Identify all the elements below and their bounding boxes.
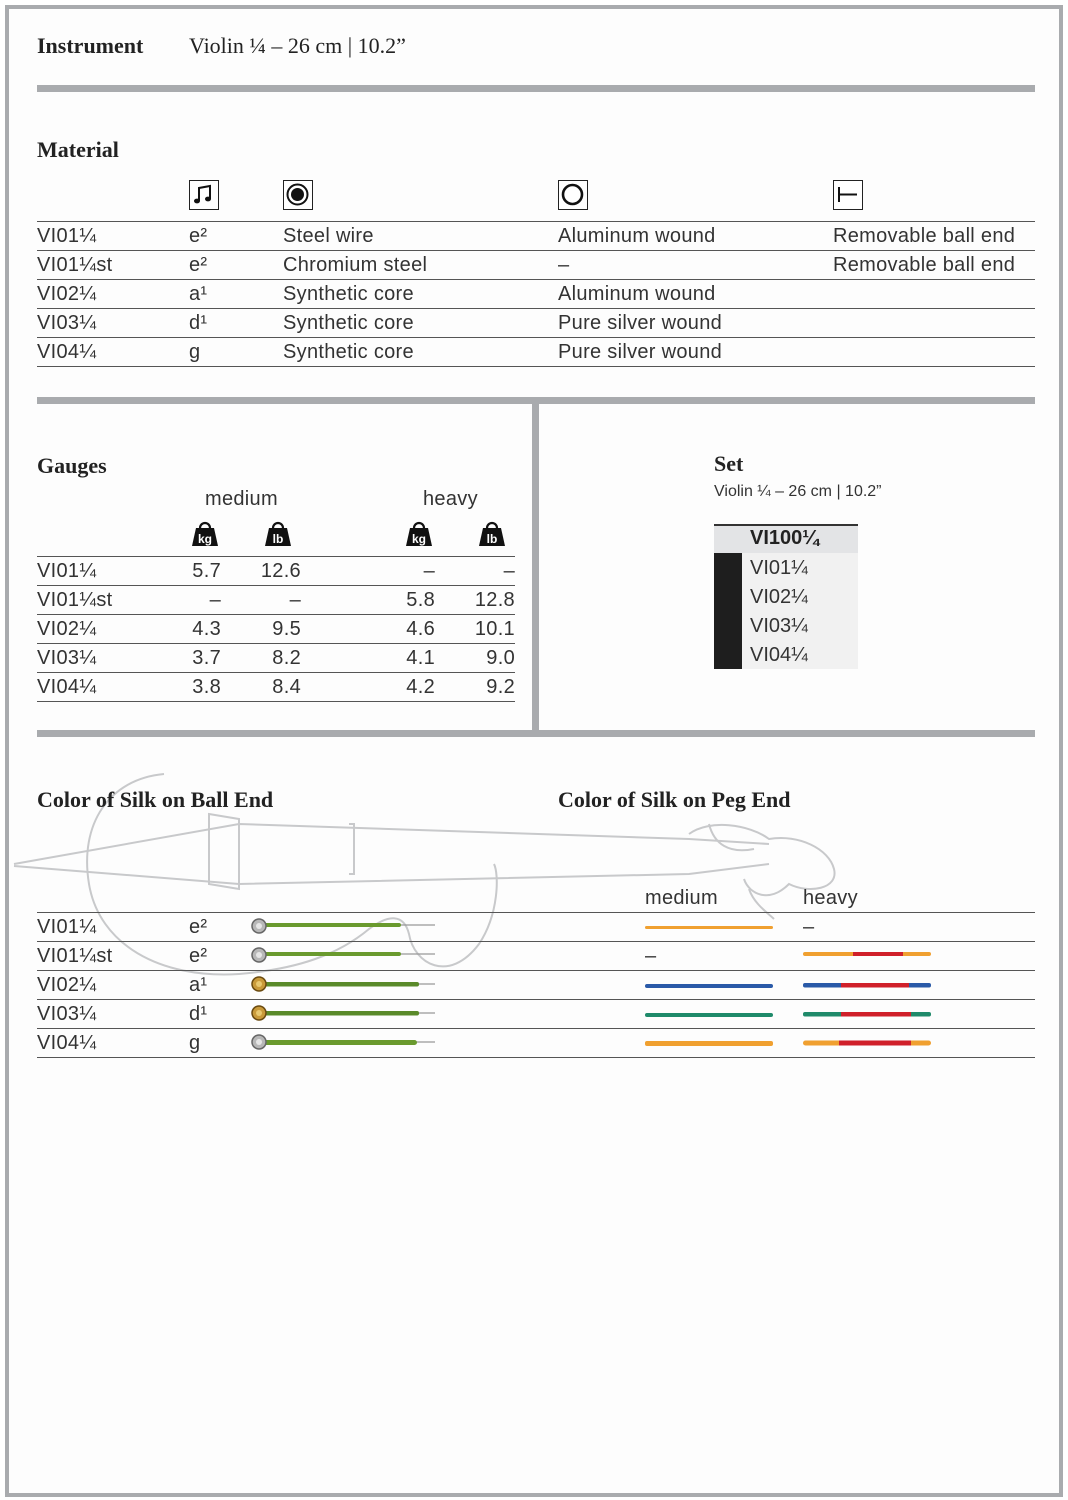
string-note: e² — [189, 945, 208, 967]
rule — [37, 366, 1035, 367]
string-note: g — [189, 1032, 201, 1054]
rule — [37, 970, 1035, 971]
core-material: Steel wire — [283, 225, 374, 247]
string-note: e² — [189, 225, 208, 247]
end-type: Removable ball end — [833, 254, 1016, 276]
ball-end-brass-silk-green — [249, 1004, 439, 1024]
lb-unit-label: lb — [272, 532, 284, 546]
peg-silk-heavy-none: – — [803, 916, 815, 938]
silk-ball-title: Color of Silk on Ball End — [37, 787, 274, 812]
string-note: a¹ — [189, 283, 208, 305]
winding-material: – — [558, 254, 570, 276]
gauge-group-medium: medium — [205, 488, 278, 510]
rule — [37, 1028, 1035, 1029]
string-code: VI01¼st — [37, 945, 113, 967]
peg-silk-medium-blue — [645, 984, 773, 988]
core-icon — [283, 180, 313, 210]
string-note: e² — [189, 254, 208, 276]
peg-silk-heavy-blue-red — [803, 982, 931, 988]
string-code: VI01¼st — [37, 254, 113, 276]
kg-unit-label: kg — [411, 532, 427, 546]
set-code: VI100¼ — [750, 527, 819, 549]
medium-lb: – — [289, 589, 301, 611]
kg-unit-label: kg — [197, 532, 213, 546]
material-title: Material — [37, 137, 119, 162]
set-item: VI04¼ — [750, 644, 808, 666]
rule — [37, 912, 1035, 913]
set-item: VI02¼ — [750, 586, 808, 608]
peg-silk-heavy-green-red — [803, 1011, 931, 1017]
peg-silk-heavy-orange-red — [803, 1040, 931, 1046]
peg-silk-medium-orange — [645, 1041, 773, 1046]
rule — [37, 614, 515, 615]
set-subtitle: Violin ¼ – 26 cm | 10.2” — [714, 483, 882, 500]
end-type: Removable ball end — [833, 225, 1016, 247]
heavy-kg: 5.8 — [406, 589, 435, 611]
lb-unit-label: lb — [486, 532, 498, 546]
ball-end-silver-silk-green — [249, 1033, 439, 1053]
rule — [37, 337, 1035, 338]
ball-end-silver-silk-green — [249, 917, 439, 937]
medium-lb: 9.5 — [272, 618, 301, 640]
medium-kg: 4.3 — [192, 618, 221, 640]
peg-silk-medium-orange — [645, 926, 773, 929]
peg-silk-heavy-orange-red — [803, 951, 931, 957]
winding-material: Aluminum wound — [558, 283, 716, 305]
string-code: VI02¼ — [37, 283, 97, 305]
rule — [37, 585, 515, 586]
string-code: VI01¼ — [37, 225, 97, 247]
medium-lb: 12.6 — [260, 560, 301, 582]
heavy-kg: 4.2 — [406, 676, 435, 698]
string-note: e² — [189, 916, 208, 938]
string-code: VI03¼ — [37, 312, 97, 334]
heavy-lb: – — [503, 560, 515, 582]
medium-lb: 8.2 — [272, 647, 301, 669]
rule — [37, 672, 515, 673]
string-note: d¹ — [189, 1003, 208, 1025]
rule — [37, 701, 515, 702]
set-black-strip — [714, 553, 742, 669]
core-material: Synthetic core — [283, 283, 414, 305]
ball-end-silver-silk-green — [249, 946, 439, 966]
medium-kg: – — [209, 589, 221, 611]
lb-weight-icon — [478, 521, 506, 547]
peg-silk-medium-none: – — [645, 945, 657, 967]
string-note: a¹ — [189, 974, 208, 996]
spec-sheet — [5, 5, 1063, 1497]
heavy-lb: 10.1 — [474, 618, 515, 640]
kg-weight-icon — [405, 521, 433, 547]
peg-silk-medium-green — [645, 1013, 773, 1017]
rule — [37, 643, 515, 644]
string-note: g — [189, 341, 201, 363]
string-code: VI01¼ — [37, 560, 97, 582]
rule — [37, 556, 515, 557]
string-code: VI03¼ — [37, 1003, 97, 1025]
gauge-group-heavy: heavy — [423, 488, 478, 510]
core-material: Chromium steel — [283, 254, 428, 276]
string-code: VI01¼ — [37, 916, 97, 938]
divider-bar — [37, 85, 1035, 92]
heavy-kg: 4.6 — [406, 618, 435, 640]
heavy-lb: 9.2 — [486, 676, 515, 698]
rule — [37, 221, 1035, 222]
heavy-lb: 12.8 — [474, 589, 515, 611]
rule — [37, 999, 1035, 1000]
set-item: VI01¼ — [750, 557, 808, 579]
heavy-lb: 9.0 — [486, 647, 515, 669]
string-code: VI04¼ — [37, 676, 97, 698]
string-code: VI03¼ — [37, 647, 97, 669]
string-code: VI01¼st — [37, 589, 113, 611]
silk-peg-title: Color of Silk on Peg End — [558, 787, 791, 812]
medium-kg: 3.8 — [192, 676, 221, 698]
winding-material: Aluminum wound — [558, 225, 716, 247]
medium-kg: 5.7 — [192, 560, 221, 582]
rule — [37, 1057, 1035, 1058]
core-material: Synthetic core — [283, 341, 414, 363]
note-icon — [189, 180, 219, 210]
string-code: VI04¼ — [37, 341, 97, 363]
ball-end-icon — [833, 180, 863, 210]
rule — [37, 279, 1035, 280]
heavy-kg: 4.1 — [406, 647, 435, 669]
set-item: VI03¼ — [750, 615, 808, 637]
heavy-kg: – — [423, 560, 435, 582]
vertical-divider-bar — [532, 404, 539, 730]
winding-material: Pure silver wound — [558, 312, 723, 334]
rule — [37, 250, 1035, 251]
gauges-title: Gauges — [37, 453, 107, 478]
ball-end-brass-silk-green — [249, 975, 439, 995]
rule — [37, 941, 1035, 942]
peg-col-medium: medium — [645, 887, 718, 909]
medium-kg: 3.7 — [192, 647, 221, 669]
string-code: VI02¼ — [37, 974, 97, 996]
rule — [37, 308, 1035, 309]
set-title: Set — [714, 451, 744, 476]
core-material: Synthetic core — [283, 312, 414, 334]
divider-bar — [37, 397, 1035, 404]
winding-icon — [558, 180, 588, 210]
kg-weight-icon — [191, 521, 219, 547]
instrument-label: Instrument — [37, 33, 144, 58]
string-note: d¹ — [189, 312, 208, 334]
peg-col-heavy: heavy — [803, 887, 858, 909]
lb-weight-icon — [264, 521, 292, 547]
medium-lb: 8.4 — [272, 676, 301, 698]
string-code: VI02¼ — [37, 618, 97, 640]
winding-material: Pure silver wound — [558, 341, 723, 363]
instrument-value: Violin ¼ – 26 cm | 10.2” — [189, 33, 406, 58]
divider-bar — [37, 730, 1035, 737]
string-code: VI04¼ — [37, 1032, 97, 1054]
